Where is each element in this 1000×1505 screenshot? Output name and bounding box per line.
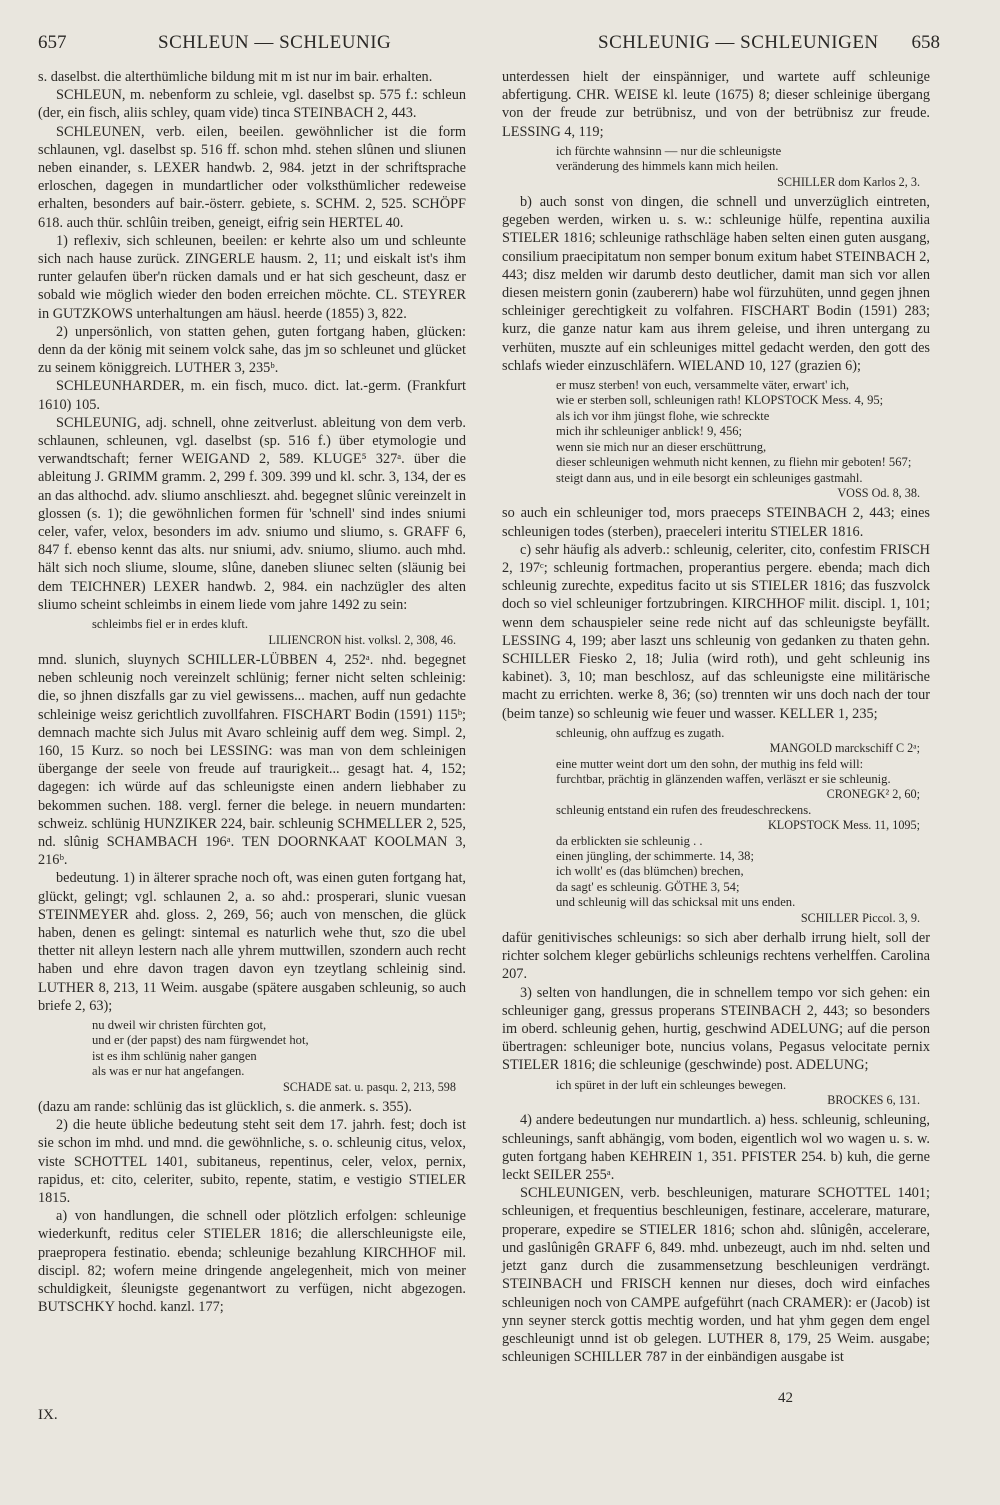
quotation: [502, 1078, 930, 1109]
entry-schleunig: SCHLEUNIG, adj. schnell, ohne zeitverlust. ableitung von dem verb. schlaunen, schleunen, vgl. daselbst (sp. 516 f.) über etymologie und verwandtschaft; ferner WEIGAND 2, 589. KLUGE⁵ 327ᵃ. über die ableitung J. GRIMM gramm. 2, 299 f. 309. 399 und kl. schr. 3, 134, der es an das althochd. adv. sliumo anschlieszt. ahd. begegnet slûnic vereinzelt in glossen (s. 1); die gewöhnlichen formen für 'schnell' sind indes sniumi celer, vafer, velox, besonders im adv. sniumo und sliumo, s. GRAFF 6, 847 f. ebenso kennt das alts. nur sniumi, adv. sniumo, sliumo. auch mhd. hält sich noch sliume, sloume, slûne, daneben sliunec selten (släunig bei dem TEICHNER) LEXER handwb. 2, 984. ein nachzügler des alten sliumo scheint schleimbs in einem liede vom jahre 1492 zu sein:: [38, 414, 466, 613]
headword-range-left: SCHLEUN — SCHLEUNIG: [158, 32, 392, 53]
quote-line: wie er sterben soll, schleunigen rath! KLOPSTOCK Mess. 4, 95;: [556, 393, 884, 408]
entry-paragraph: (dazu am rande: schlünig das ist glücklich, s. die anmerk. s. 355).: [38, 1099, 413, 1115]
sheet-number: 42: [778, 1390, 793, 1406]
entry-paragraph: dafür genitivisches schleunigs: so sich aber derhalb irrung hielt, soll der richter solchem kleger gebürlichs schleunigs rechtens verhelffen. Carolina 207.: [502, 930, 930, 983]
entry-paragraph: a) von handlungen, die schnell oder plötzlich erfolgen: schleunige wiederkunft, reditus celer STIELER 1816; die allerschleunigste eile, praepropera festinatio. ebenda; schleunige bezahlung KIRCHHOF mil. discipl. 82; wofern meine dringende angelegenheit, mich von meiner schuldigkeit, śleunigste gegenantwort zu verfügen, nicht abgezogen. BUTSCHKY hochd. kanzl. 177;: [38, 1208, 466, 1316]
quote-line: er musz sterben! von euch, versammelte väter, erwart' ich,: [556, 378, 850, 393]
left-column: [38, 68, 466, 1316]
running-head: [38, 28, 940, 60]
quote-source: KLOPSTOCK Mess. 11, 1095;: [767, 818, 920, 833]
quotation: [38, 1018, 466, 1095]
page-number-right: 658: [911, 32, 940, 53]
entry-paragraph: mnd. slunich, sluynych SCHILLER-LÜBBEN 4, 252ᵃ. nhd. begegnet neben schleunig noch vereinzelt schlünig; ferner nicht selten schleinig: die, so jhnen diszfalls gar zu viel gewissens... machen, auff nun gedachte schleinige weisz gerichtlich zuvollfahren. FISCHART Bodin (1591) 115ᵇ; demnach machte sich Julus mit Avaro schleinig auff dem weg. Simpl. 2, 160, 15 Kurz. so noch bei LESSING: was man von dem schleinigen übergange der seele von freude auf traurigkeit... gesagt hat. 4, 152; dagegen: ich würde auf das schleunigste einen andern liebhaber zu bekommen suchen. 188. vergl. ferner die belege. in neuern mundarten: schweiz. schlünig HUNZIKER 224, bair. schleunig SCHMELLER 2, 525, nd. slûnig SCHAMBACH 196ᵃ. TEN DOORNKAAT KOOLMAN 3, 216ᵇ.: [38, 651, 466, 869]
quote-source: BROCKES 6, 131.: [827, 1093, 920, 1108]
quote-line: da sagt' es schleunig. GÖTHE 3, 54;: [556, 879, 740, 894]
headword-range-right: SCHLEUNIG — SCHLEUNIGEN: [598, 32, 879, 53]
quote-source: SCHILLER dom Karlos 2, 3.: [777, 174, 920, 189]
quote-line: furchtbar, prächtig in glänzenden waffen, verläszt er sie schleunig.: [556, 771, 891, 786]
quote-line: als was er nur hat angefangen.: [92, 1064, 245, 1079]
entry-paragraph: bedeutung. 1) in älterer sprache noch oft, was einen guten fortgang hat, glückt, gelingt; vgl. schlaunen 2, a. so ahd.: prosperari, slunic vuesan STEINMEYER ahd. gloss. 2, 269, 56; auch von menschen, die glück haben, denen es gelingt: sintemal es naturlich wehe thut, szo die ubel thetter nit alleyn lestern nach alle yhrem muttwillen, szondern auch recht haben und ehre davon tragen davon eyn tzeytlang schleinig sind. LUTHER 8, 213, 11 Weim. ausgabe (spätere ausgaben schleunig, so auch briefe 2, 63);: [38, 870, 466, 1014]
quote-line: und schleunig will das schicksal mit uns enden.: [556, 895, 796, 910]
quote-line: und er (der papst) des nam fürgwendet hot,: [92, 1033, 309, 1048]
quote-source: CRONEGK² 2, 60;: [826, 787, 920, 802]
quote-line: ich spüret in der luft ein schleunges bewegen.: [556, 1077, 787, 1092]
quotation: [502, 378, 930, 501]
quote-line: dieser schleunigen wehmuth nicht kennen, zu fliehn mir geboten! 567;: [556, 455, 912, 470]
entry-schleun: SCHLEUN, m. nebenform zu schleie, vgl. daselbst sp. 575 f.: schleun (der, ein fisch, aliis schley, quam vide) tinca STEINBACH 2, 443.: [38, 87, 466, 122]
quote-line: nu dweil wir christen fürchten got,: [92, 1017, 267, 1032]
quote-line: schleunig entstand ein rufen des freudeschreckens.: [556, 802, 812, 817]
quotation: [502, 144, 930, 190]
entry-paragraph: 1) reflexiv, sich schleunen, beeilen: er kehrte also um und schleunte sich nach hause zurück. ZINGERLE hausm. 2, 11; und eiskalt ist's ihm runter gelaufen über'n rücken damals und er hat sich gescheunt, dasz er sobald wie möglich wieder den boden erreichen möchte. CL. STEYRER in GUTZKOWS unterhaltungen am häusl. heerde (1855) 3, 822.: [38, 232, 466, 322]
quote-line: schleimbs fiel er in erdes kluft.: [92, 617, 248, 632]
quote-line: veränderung des himmels kann mich heilen.: [556, 159, 779, 174]
quote-line: wenn sie mich nur an dieser erschüttrung,: [556, 439, 767, 454]
quote-line: als ich vor ihm jüngst flohe, wie schreckte: [556, 408, 770, 423]
entry-paragraph: 4) andere bedeutungen nur mundartlich. a) hess. schleunig, schleuning, schleunings, sanft abhängig, vom boden, eigentlich wol wo wagen u. s. w. guten fortgang haben KEHREIN 1, 351. PFISTER 254. b) kuh, die gerne leckt SEILER 255ᵃ.: [502, 1112, 930, 1184]
quote-line: ich fürchte wahnsinn — nur die schleunigste: [556, 143, 782, 158]
right-column: [502, 68, 930, 1366]
entry-paragraph: b) auch sonst von dingen, die schnell und unverzüglich eintreten, gegeben werden, wirken u. s. w.: schleunige hülfe, repentina auxilia STIELER 1816; schleunige rathschläge haben selten einen guten ausgang, consilium praecipitatum non semper bonum exitum habet STEINBACH 2, 443; disz melden wir darumb desto deutlicher, damit man sich vor allen diesen meistern gonin (zauberern) habe wol fürzuhüten, unnd gegen jhnen schleiniger gerechtigkeit zu volfahren. FISCHART Bodin (1591) 283; kurz, die ganze natur kam aus ihrem geleise, und ihren untergang zu verhüten, muszte auf ein schleuniges mittel gedacht werden, den gott des schlafs wieder einzuschläfern. WIELAND 10, 127 (grazien 6);: [502, 194, 930, 374]
quote-source: SCHILLER Piccol. 3, 9.: [800, 910, 920, 925]
quote-line: steigt dann aus, und in eile besorgt ein schleuniges gastmahl.: [556, 470, 863, 485]
entry-paragraph: s. daselbst. die alterthümliche bildung mit m ist nur im bair. erhalten.: [38, 69, 433, 85]
quote-line: mich ihr schleuniger anblick! 9, 456;: [556, 424, 743, 439]
quote-source: SCHADE sat. u. pasqu. 2, 213, 598: [283, 1079, 456, 1094]
quote-line: eine mutter weint dort um den sohn, der muthig ins feld will:: [556, 756, 864, 771]
quote-source: MANGOLD marckschiff C 2ᵃ;: [769, 741, 920, 756]
entry-paragraph: 2) unpersönlich, von statten gehen, guten fortgang haben, glücken: denn da der könig mit seinem volck sahe, das jm so schleunet und glücket zu seinem königgreich. LUTHER 3, 235ᵇ.: [38, 323, 466, 377]
quote-line: schleunig, ohn auffzug es zugath.: [556, 725, 725, 740]
quote-line: ich wollt' es (das blümchen) brechen,: [556, 864, 744, 879]
entry-paragraph: c) sehr häufig als adverb.: schleunig, celeriter, cito, confestim FRISCH 2, 197ᶜ; schleunig fortmachen, properantius pergere. ebenda; mach dich schleunig zurechte, expeditus facito ut sis STIELER 1816; das fuszvolck doch so viel schleuniger fortzubringen. KIRCHHOF milit. discipl. 1, 101; wenn dem schauspieler seine rede nicht auf das schleunigste beyfällt. LESSING 4, 199; aber laszt uns schleunig von gedanken zu thaten gehn. SCHILLER Fiesko 2, 18; Julia (wird roth), und geht schleunig ins kabinet). 3, 10; man beschlosz, auf das schleunigste eine militärische macht zu errichten. werke 8, 36; (so) trennten wir uns doch nach der tour (beim tanze) so schleunig wie feuer und wasser. KELLER 1, 235;: [502, 541, 930, 722]
quote-source: LILIENCRON hist. volksl. 2, 308, 46.: [268, 632, 456, 647]
quote-line: da erblickten sie schleunig . .: [556, 833, 703, 848]
entry-paragraph: so auch ein schleuniger tod, mors praeceps STEINBACH 2, 443; eines schleunigen todes (sterben), praeceleri interitu STIELER 1816.: [502, 505, 930, 540]
quote-source: VOSS Od. 8, 38.: [837, 485, 920, 500]
signature-mark: IX.: [38, 1407, 58, 1423]
entry-paragraph: 3) selten von handlungen, die in schnellem tempo vor sich gehen: ein schleuniger gang, gressus properans STEINBACH 2, 443; so besonders im oberd. schleunig gehen, hurtig, geschwind ADELUNG; auf die person übertragen: schleuniger bote, nuncius volans, Pegasus velocitate pernix STIELER 1816; die schleunige (geschwinde) post. ADELUNG;: [502, 984, 930, 1074]
quote-line: einen jüngling, der schimmerte. 14, 38;: [556, 849, 754, 863]
quotation: [502, 726, 930, 926]
page-number-left: 657: [38, 32, 67, 53]
entry-schleunharder: SCHLEUNHARDER, m. ein fisch, muco. dict. lat.-germ. (Frankfurt 1610) 105.: [38, 378, 466, 413]
entry-schleunen: SCHLEUNEN, verb. eilen, beeilen. gewöhnlicher ist die form schlaunen, vgl. daselbst sp. 516 ff. schon mhd. stehen slûnen und sliunen neben einander, s. LEXER handwb. 2, 984. jetzt in der schriftsprache erloschen, dagegen in mundartlicher oder volksthümlicher redeweise erhalten, besonders auf bair.-österr. gebiete, s. SCHM. 2, 525. SCHÖPF 618. auch thür. schlûin treiben, geneigt, eifrig sein HERTEL 40.: [38, 123, 466, 231]
entry-schleunigen: SCHLEUNIGEN, verb. beschleunigen, maturare SCHOTTEL 1401; schleunigen, et frequentius beschleunigen, festinare, accelerare, maturare, properare, expedire se STIELER 1816; schon ahd. slûnigên, accelerare, und gaslûnigên GRAFF 6, 849. mhd. unbezeugt, auch im nhd. selten und jetzt ganz durch die zusammensetzung beschleunigen verdrängt. STEINBACH und FRISCH kennen nur dieses, doch wird einfaches schleunigen noch von CAMPE aufgeführt (nach CRAMER): er (Jacob) ist ynn seyner sterck gottis mechtig worden, und hat yhm gegen dem engel geschleunigt unnd ist ob gelegen. LUTHER 8, 179, 25 Weim. ausgabe; schleunigen SCHILLER 787 in der einbändigen ausgabe ist: [502, 1185, 930, 1366]
entry-paragraph: unterdessen hielt der einspänniger, und wartete auff schleunige abfertigung. CHR. WEISE kl. leute (1675) 8; dieser schleinige übergang von der freude zur betrübnisz, und von der betrübnisz zur freude. LESSING 4, 119;: [502, 69, 930, 140]
quotation: [38, 617, 466, 648]
entry-paragraph: 2) die heute übliche bedeutung steht seit dem 17. jahrh. fest; doch ist sie schon im mhd. und mnd. die gewöhnliche, s. o. schleunig citus, velox, viste SCHOTTEL 1401, subitaneus, repentinus, celer, velox, pernix, rapidus, et: cito, celeriter, subito, repente, statim, e vestigio STIELER 1815.: [38, 1117, 466, 1207]
quote-line: ist es ihm schlünig naher gangen: [92, 1048, 257, 1063]
